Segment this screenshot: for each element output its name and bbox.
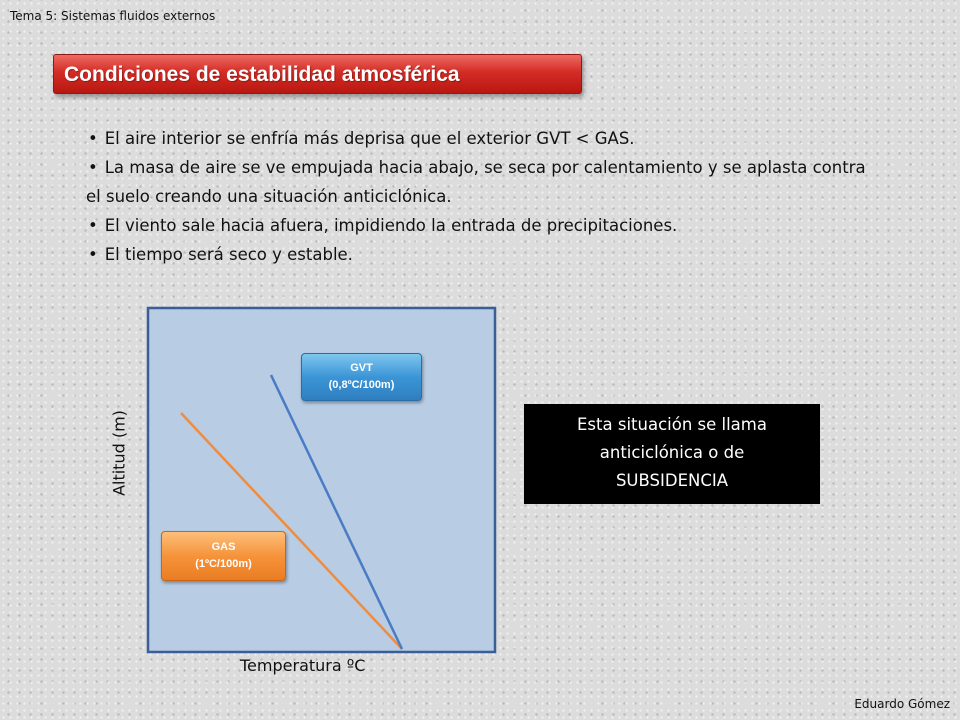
note-line: anticiclónica o de: [599, 443, 745, 462]
note-line: Esta situación se llama: [577, 415, 767, 434]
subsidence-note: [524, 404, 820, 504]
note-line: SUBSIDENCIA: [615, 471, 729, 490]
slide-title: Condiciones de estabilidad atmosférica: [53, 54, 582, 94]
gvt-label: [301, 353, 422, 401]
gvt-name: GVT: [350, 362, 373, 374]
gas-rate: (1ºC/100m): [195, 558, 252, 570]
y-axis-label: Altitud (m): [109, 410, 129, 496]
bullet-item: • El aire interior se enfría más deprisa que el exterior GVT < GAS.: [86, 124, 876, 153]
gas-name: GAS: [211, 541, 236, 553]
gas-label: [161, 531, 286, 581]
x-axis-label: Temperatura ºC: [240, 656, 366, 675]
author-label: Eduardo Gómez: [854, 697, 950, 711]
bullet-item: • El tiempo será seco y estable.: [86, 240, 876, 269]
bullet-item: • El viento sale hacia afuera, impidiendo la entrada de precipitaciones.: [86, 211, 876, 240]
gvt-rate: (0,8ºC/100m): [328, 379, 395, 391]
topic-label: Tema 5: Sistemas fluidos externos: [10, 9, 216, 23]
bullet-item: • La masa de aire se ve empujada hacia abajo, se seca por calentamiento y se aplasta contra el suelo creando una situación anticiclónica.: [86, 153, 876, 211]
